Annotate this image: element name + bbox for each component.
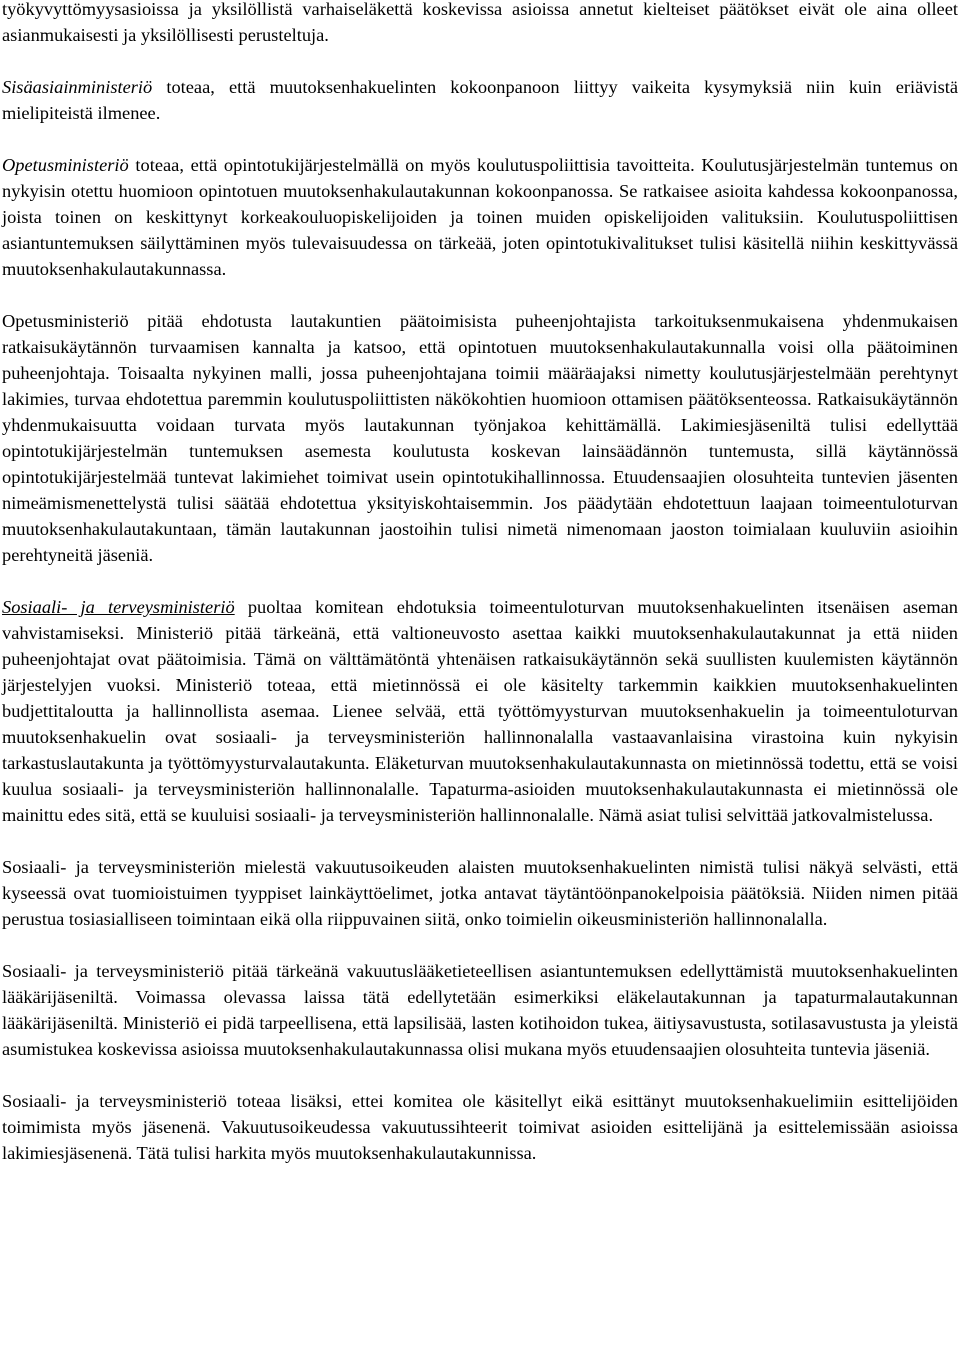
ministry-name: Sisäasiainministeriö	[2, 77, 153, 97]
paragraph-text: puoltaa komitean ehdotuksia toimeentuloturvan muutoksenhakuelinten itsenäisen aseman vahvistamiseksi. Ministeriö pitää tärkeänä, että valtioneuvosto asettaa kaikki muutoksenhakulautakunnat ja että niiden puheenjohtajat ovat päätoimisia. Tämä on välttämätöntä yhtenäisen ratkaisukäytännön sekä suullisten kuulemisten käytännön järjestelyjen vuoksi. Ministeriö toteaa, että mietinnössä ei ole käsitelty tarkemmin kaikkien muutoksenhakuelinten budjettitaloutta ja hallinnollista asemaa. Lienee selvää, että työttömyysturvan muutoksenhakuelin ja toimeentuloturvan muutoksenhakuelin ovat sosiaali- ja terveysministeriön hallinnonalalla vastaavanlaisina virastoina kuin nykyisin tarkastuslautakunta ja työttömyysturvalautakunta. Eläketurvan muutoksenhakulautakunnasta on mietinnössä todettu, että se voisi kuulua sosiaali- ja terveysministeriön hallinnonalalle. Tapaturma-asioiden muutoksenhakulautakunnasta ei mietinnössä ole mainittu edes sitä, että se kuuluisi sosiaali- ja terveysministeriön hallinnonalalle. Nämä asiat tulisi selvittää jatkovalmistelussa.	[2, 597, 958, 825]
paragraph-text: Sosiaali- ja terveysministeriö pitää tärkeänä vakuutuslääketieteellisen asiantuntemuksen edellyttämistä muutoksenhakuelinten lääkärijäseniltä. Voimassa olevassa laissa tätä edellytetään esimerkiksi eläkelautakunnan ja tapaturmalautakunnan lääkärijäseniltä. Ministeriö ei pidä tarpeellisena, että lapsilisää, lasten kotihoidon tukea, äitiysavustusta, sotilasavustusta ja yleistä asumistukea koskevissa asioissa muutoksenhakulautakunnassa olisi mukana myös etuudensaajien olosuhteita tuntevia jäseniä.	[2, 961, 958, 1059]
paragraph-text: toteaa, että muutoksenhakuelinten kokoonpanoon liittyy vaikeita kysymyksiä niin kuin eriävistä mielipiteistä ilmenee.	[2, 77, 958, 123]
paragraph-continuation	[2, 0, 958, 48]
paragraph-social-health-doctors	[2, 958, 958, 1062]
paragraph-text: Sosiaali- ja terveysministeriön mielestä vakuutusoikeuden alaisten muutoksenhakuelinten nimistä tulisi näkyä selvästi, että kyseessä ovat tuomioistuimen tyyppiset lainkäyttöelimet, jotka antavat täytäntöönpanokelpoisia päätöksiä. Niiden nimen pitää perustua tosiasialliseen toimintaan eikä olla riippuvainen siitä, onko toimielin oikeusministeriön hallinnonalalla.	[2, 857, 958, 929]
paragraph-education-ministry	[2, 152, 958, 282]
paragraph-education-ministry-chairs	[2, 308, 958, 568]
paragraph-text: Opetusministeriö pitää ehdotusta lautakuntien päätoimisista puheenjohtajista tarkoituksenmukaisena yhdenmukaisen ratkaisukäytännön turvaamisen kannalta ja katsoo, että opintotuen muutoksenhakulautakunnalla voisi olla päätoiminen puheenjohtaja. Toisaalta nykyinen malli, jossa puheenjohtajana toimii määräajaksi nimetty koulutusjärjestelmään perehtynyt lakimies, turvaa ehdotettua paremmin koulutuspoliittisten näkökohtien huomioon ottamisen päätöksenteossa. Ratkaisukäytännön yhdenmukaisuutta voidaan turvata myös lautakunnan työnjakoa kehittämällä. Lakimiesjäseniltä tulisi edellyttää opintotukijärjestelmän tuntemuksen asemesta koulutusta koskevan lainsäädännön tuntemusta, sillä käytännössä opintotukijärjestelmää tuntevat lakimiehet toimivat usein opintotukihallinnossa. Etuudensaajien olosuhteita tuntevien jäsenten nimeämismenettelystä tulisi säätää ehdotettua yksityiskohtaisemmin. Jos päädytään ehdotettuun laajaan toimeentuloturvan muutoksenhakulautakuntaan, tämän lautakunnan jaostoihin tulisi nimetä nimenomaan jaoston toimialaan kuuluviin asioihin perehtyneitä jäseniä.	[2, 311, 958, 565]
paragraph-interior-ministry	[2, 74, 958, 126]
ministry-name: Sosiaali- ja terveysministeriö	[2, 597, 235, 617]
paragraph-text: työkyvyttömyysasioissa ja yksilöllistä varhaiseläkettä koskevissa asioissa annetut kielteiset päätökset eivät ole aina olleet asianmukaisesti ja yksilöllisesti perusteltuja.	[2, 0, 958, 45]
paragraph-social-health-ministry	[2, 594, 958, 828]
paragraph-social-health-names	[2, 854, 958, 932]
paragraph-text: Sosiaali- ja terveysministeriö toteaa lisäksi, ettei komitea ole käsitellyt eikä esittänyt muutoksenhakuelimiin esittelijöiden toimimista myös jäsenenä. Vakuutusoikeudessa vakuutussihteerit toimivat asioiden esittelijänä ja esittelemissään asioissa lakimiesjäsenenä. Tätä tulisi harkita myös muutoksenhakulautakunnissa.	[2, 1091, 958, 1163]
ministry-name: Opetusministeriö	[2, 155, 129, 175]
paragraph-social-health-presenters	[2, 1088, 958, 1166]
paragraph-text: toteaa, että opintotukijärjestelmällä on myös koulutuspoliittisia tavoitteita. Koulutusjärjestelmän tuntemus on nykyisin otettu huomioon opintotuen muutoksenhakulautakunnan kokoonpanossa. Se ratkaisee asioita kahdessa kokoonpanossa, joista toinen on keskittynyt korkeakouluopiskelijoiden ja toinen muiden opiskelijoiden valituksiin. Koulutuspoliittisen asiantuntemuksen säilyttäminen myös tulevaisuudessa on tärkeää, joten opintotukivalitukset tulisi käsitellä niihin keskittyvässä muutoksenhakulautakunnassa.	[2, 155, 958, 279]
